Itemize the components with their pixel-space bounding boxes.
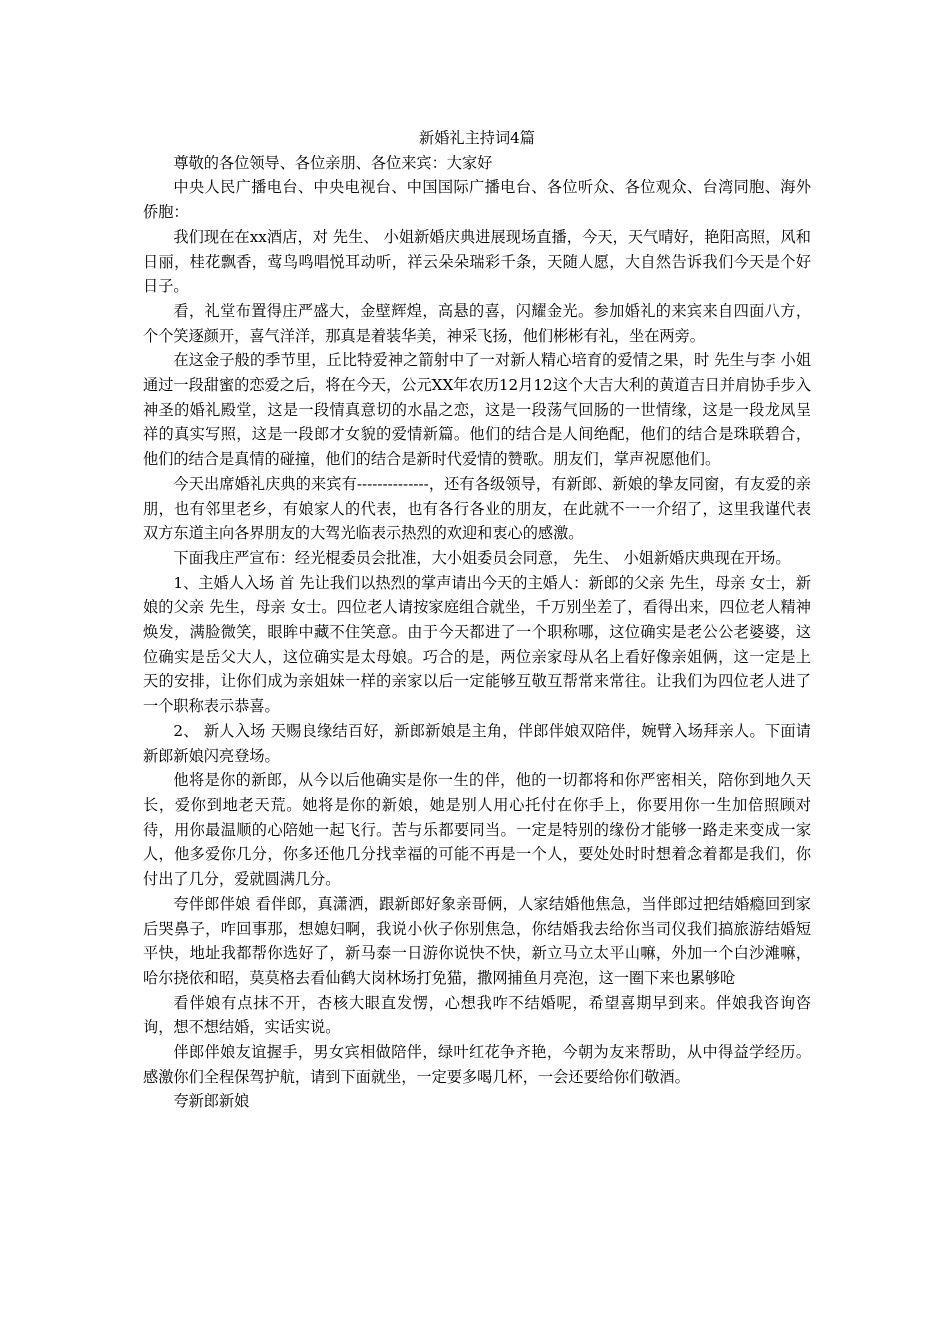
paragraph-audience: 中央人民广播电台、中央电视台、中国国际广播电台、各位听众、各位观众、台湾同胞、海外侨胞：: [143, 178, 811, 222]
paragraph-vows: 他将是你的新郎，从今以后他确实是你一生的伴，他的一切都将和你严密相关，陪你到地久天长，爱你到地老天荒。她将是你的新娘，她是别人用心托付在你手上，你要用你一生加倍照顾对待，用你最温顺的心陪她一起飞行。苦与乐都要同当。一定是特别的缘份才能够一路走来变成一家人，他多爱你几分，你多还他几分找幸福的可能不再是一个人，要处处时时想着念着都是我们，你付出了几分，爱就圆满几分。: [143, 771, 811, 889]
document-body: [143, 126, 811, 1114]
paragraph-hall: 看，礼堂布置得庄严盛大，金壁辉煌，高悬的喜，闪耀金光。参加婚礼的来宾来自四面八方，个个笑逐颜开，喜气洋洋，那真是着装华美，神采飞扬，他们彬彬有礼，坐在两旁。: [143, 301, 811, 345]
paragraph-praise-couple: 夸新郎新娘: [173, 1092, 250, 1111]
paragraph-greeting: 尊敬的各位领导、各位亲朋、各位来宾：大家好: [173, 153, 493, 172]
paragraph-couple: 在这金子般的季节里，丘比特爱神之箭射中了一对新人精心培育的爱情之果，时 先生与李 小姐通过一段甜蜜的恋爱之后，将在今天，公元XX年农历12月12这个大吉大利的黄道吉日并肩协手步入神圣的婚礼殿堂，这是一段情真意切的水晶之恋，这是一段荡气回肠的一世情缘，这是一段龙凤呈祥的真实写照，这是一段郎才女貌的爱情新篇。他们的结合是人间绝配，他们的结合是珠联碧合，他们的结合是真情的碰撞，他们的结合是新时代爱情的赞歌。朋友们，掌声祝愿他们。: [143, 351, 811, 469]
paragraph-bridesmaid: 看伴娘有点抹不开，杏核大眼直发愣，心想我咋不结婚呢，希望喜期早到来。伴娘我咨询咨询，想不想结婚，实话实说。: [143, 993, 811, 1037]
paragraph-parents-entrance: 1、主婚人入场 首 先让我们以热烈的掌声请出今天的主婚人：新郎的父亲 先生，母亲 女士，新娘的父亲 先生，母亲 女士。四位老人请按家庭组合就坐，千万别坐差了，看得出来，四位老人精神焕发，满脸微笑，眼眸中藏不住笑意。由于今天都进了一个职称哪，这位确实是老公公老婆婆，这位确实是岳父大人，这位确实是太母娘。巧合的是，两位亲家母从名上看好像亲姐俩，这一定是上天的安排，让你们成为亲姐妹一样的亲家以后一定能够互敬互帮常来常往。让我们为四位老人进了一个职称表示恭喜。: [143, 573, 811, 716]
paragraph-couple-entrance: 2、 新人入场 天赐良缘结百好，新郎新娘是主角，伴郎伴娘双陪伴，婉臂入场拜亲人。下面请新郎新娘闪亮登场。: [143, 721, 811, 765]
document-title: 新婚礼主持词4篇: [419, 129, 535, 147]
paragraph-venue: 我们现在在xx酒店，对 先生、 小姐新婚庆典进展现场直播，今天，天气晴好，艳阳高照，风和日丽，桂花飘香，莺鸟鸣唱悦耳动听，祥云朵朵瑞彩千条，天随人愿，大自然告诉我们今天是个好日子。: [143, 227, 811, 296]
paragraph-guests: 今天出席婚礼庆典的来宾有--------------，还有各级领导，有新郎、新娘的挚友同窗，有友爱的亲朋，也有邻里老乡，有娘家人的代表，也有各行各业的朋友，在此就不一一介绍了，这里我谨代表双方东道主向各界朋友的大驾光临表示热烈的欢迎和衷心的感激。: [143, 474, 811, 543]
paragraph-attendants-thanks: 伴郎伴娘友谊握手，男女宾相做陪伴，绿叶红花争齐艳，今朝为友来帮助，从中得益学经历。感激你们全程保驾护航，请到下面就坐，一定要多喝几杯，一会还要给你们敬酒。: [143, 1043, 811, 1086]
paragraph-praise-attendants: 夸伴郎伴娘 看伴郎，真潇洒，跟新郎好象亲哥俩，人家结婚他焦急，当伴郎过把结婚瘾回到家后哭鼻子，咋回事那，想媳妇啊，我说小伙子你别焦急，你结婚我去给你当司仪我们搞旅游结婚短平快，地址我都帮你选好了，新马泰一日游你说快不快，新立马立太平山嘛，外加一个白沙滩嘛，哈尔挠依和昭，莫莫格去看仙鹤大岗林场打免猫，撒网捕鱼月亮泡，这一圈下来也累够呛: [143, 894, 811, 987]
paragraph-announcement: 下面我庄严宣布：经光棍委员会批准，大小姐委员会同意， 先生、 小姐新婚庆典现在开场。: [173, 548, 791, 567]
